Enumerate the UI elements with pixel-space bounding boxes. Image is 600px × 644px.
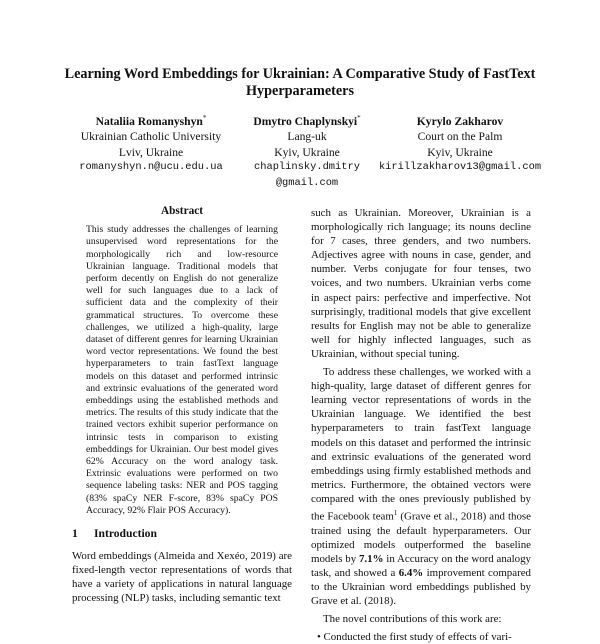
footnote-mark: 1 [393,508,398,517]
right-column [311,206,531,644]
section-heading-introduction [72,527,292,541]
right-paragraph-3: The novel contributions of this work are: [323,613,502,626]
author-2-location: Kyiv, Ukraine [274,145,340,159]
author-3-affiliation: Court on the Palm [417,130,503,144]
paper-title: Learning Word Embeddings for Ukrainian: A Comparative Study of FastText Hyperparameters [64,66,536,99]
author-3-location: Kyiv, Ukraine [427,145,493,159]
section-title: Introduction [94,526,157,540]
author-1-email: romanyshyn.n@ucu.edu.ua [79,161,223,174]
author-3 [370,111,550,176]
author-3-email: kirillzakharov13@gmail.com [378,161,542,174]
improvement-gain: 6.4% [398,566,424,579]
author-3-name: Kyrylo Zakharov [416,114,504,128]
author-1-location: Lviv, Ukraine [118,145,184,159]
abstract-heading: Abstract [160,205,204,217]
author-1-name: Nataliia Romanyshyn* [95,114,207,128]
abstract-text: This study addresses the challenges of learning unsupervised word representations for the morphologically rich and low-resource Ukrainian language. Traditional models that perform decently on English do not generalize well for such languages due to a lack of sufficient data and the complexity of their grammatical structures. To overcome these challenges, we utilized a high-quality, large dataset of different genres for learning Ukrainian word vector representations. We found the best hyperparameters to train fastText language models on this dataset and performed intrinsic and extrinsic evaluations of the generated word embeddings using the established methods and metrics. The results of this study indicate that the trained vectors exhibit superior performance on intrinsic tests in comparison to existing embeddings for Ukrainian. Our best model gives 62% Accuracy on the word analogy task. Extrinsic evaluations were performed on two sequence labeling tasks: NER and POS tagging (83% spaCy NER F-score, 83% spaCy POS Accuracy, 92% Flair POS Accuracy). [86,224,278,516]
section-number: 1 [72,526,78,540]
author-2-email-line-1: chaplinsky.dmitry [253,161,360,174]
left-column [72,204,292,605]
contribution-bullet: • Conducted the first study of effects of vari- [317,631,512,644]
right-paragraph-2: To address these challenges, we worked with a high-quality, large dataset of different genres for learning vector representations of words in the Ukrainian language. We identified the best hyperparameters to train fastText language models on this dataset and performed the intrinsic and extrinsic evaluations of the generated word embeddings using firmly established methods and metrics. Furthermore, the obtained vectors were compared with the ones previously published by the Facebook team$^1$ (Grave et al., 2018) and those trained using the default hyperparameters. Our optimized models outperformed the baseline models by 7.1% in Accuracy on the word analogy task, and showed a 6.4% improvement compared to the Ukrainian word embeddings published by Grave et al. (2018). [311,366,532,608]
author-2 [222,111,392,191]
introduction-paragraph: Word embeddings (Almeida and Xexéo, 2019) are fixed-length vector representations of words that have a variety of applications in natural language processing (NLP) tasks, including semantic text [72,550,292,605]
author-2-affiliation: Lang-uk [287,130,327,144]
author-1 [66,111,236,176]
accuracy-gain: 7.1% [358,552,384,565]
right-paragraph-1: such as Ukrainian. Moreover, Ukrainian is a morphologically rich language; its nouns decline for 7 cases, three genders, and two numbers. Adjectives agree with nouns in case, gender, and number. Verbs conjugate for four tenses, two voices, and two numbers. Ukrainian verbs come in aspect pairs: perfective and imperfective. Not surprisingly, traditional models that give excellent results for English may not be able to generalize well for highly inflected languages, such as Ukrainian, without special tuning. [311,207,531,360]
author-1-affiliation: Ukrainian Catholic University [80,130,222,144]
author-2-name: Dmytro Chaplynskyi* [253,114,361,128]
author-2-email-line-2: @gmail.com [275,176,339,189]
